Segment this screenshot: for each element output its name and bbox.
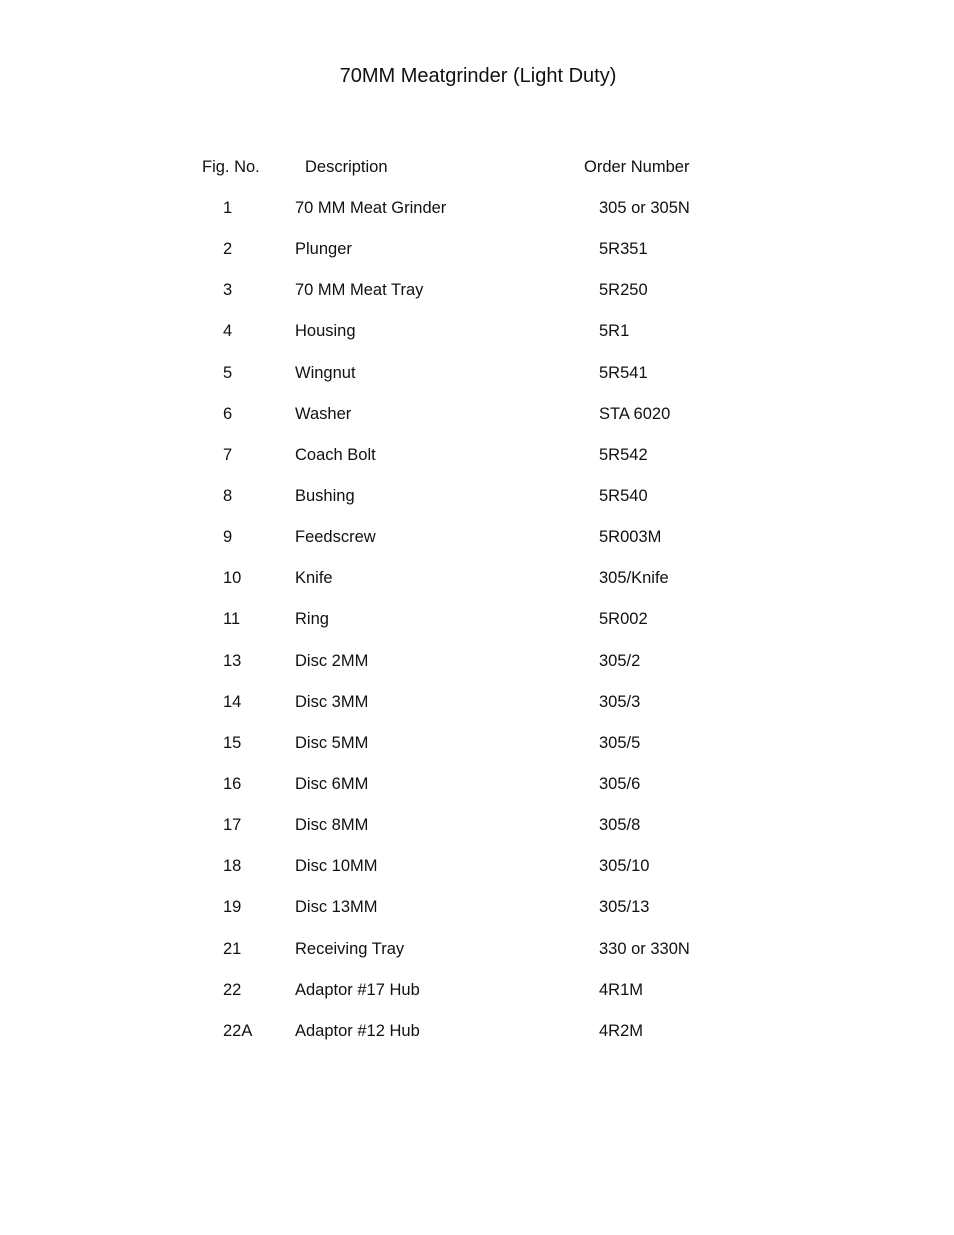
table-row: [0, 526, 954, 567]
table-row: [0, 855, 954, 896]
description-cell: Ring: [295, 610, 329, 629]
order-number-cell: 305 or 305N: [599, 199, 690, 217]
parts-table: [0, 197, 954, 1061]
order-number-cell: 5R250: [599, 281, 648, 300]
fig-no-cell: 9: [223, 528, 233, 547]
table-row: [0, 1020, 954, 1061]
order-number-cell: 305/10: [599, 857, 650, 876]
table-row: [0, 608, 954, 649]
description-cell: Coach Bolt: [295, 445, 376, 464]
table-row: [0, 238, 954, 279]
description-cell: Disc 6MM: [295, 774, 369, 793]
description-cell: Feedscrew: [295, 528, 376, 547]
description-cell: 70 MM Meat Grinder: [295, 199, 447, 217]
description-cell: Receiving Tray: [295, 939, 405, 958]
header-fig-no: Fig. No.: [202, 158, 260, 176]
order-number-cell: 305/3: [599, 692, 641, 711]
order-number-cell: 305/6: [599, 774, 641, 793]
header-order-number: Order Number: [584, 158, 690, 176]
description-cell: Disc 5MM: [295, 733, 369, 752]
table-row: [0, 485, 954, 526]
fig-no-cell: 17: [223, 816, 242, 835]
fig-no-cell: 6: [223, 404, 233, 423]
table-row: [0, 444, 954, 485]
order-number-cell: 5R542: [599, 445, 648, 464]
description-cell: Bushing: [295, 486, 355, 505]
order-number-cell: 330 or 330N: [599, 939, 690, 958]
description-cell: Disc 10MM: [295, 857, 378, 876]
table-header: [0, 156, 954, 178]
header-description: Description: [305, 158, 388, 176]
fig-no-cell: 15: [223, 733, 242, 752]
fig-no-cell: 2: [223, 240, 233, 259]
order-number-cell: 5R002: [599, 610, 648, 629]
description-cell: Disc 2MM: [295, 651, 369, 670]
order-number-cell: 4R1M: [599, 980, 644, 999]
document-title: 70MM Meatgrinder (Light Duty): [339, 65, 617, 87]
fig-no-cell: 22: [223, 980, 242, 999]
description-cell: Washer: [295, 404, 352, 423]
description-cell: Disc 3MM: [295, 692, 369, 711]
table-row: [0, 938, 954, 979]
table-row: [0, 403, 954, 444]
fig-no-cell: 10: [223, 569, 242, 588]
table-row: [0, 732, 954, 773]
description-cell: 70 MM Meat Tray: [295, 281, 424, 300]
description-cell: Adaptor #17 Hub: [295, 980, 420, 999]
description-cell: Wingnut: [295, 363, 356, 382]
order-number-cell: 305/2: [599, 651, 641, 670]
order-number-cell: 305/Knife: [599, 569, 669, 588]
order-number-cell: 5R1: [599, 322, 630, 341]
table-row: [0, 362, 954, 403]
fig-no-cell: 4: [223, 322, 233, 341]
fig-no-cell: 22A: [223, 1021, 253, 1040]
description-cell: Disc 13MM: [295, 898, 378, 917]
table-row: [0, 979, 954, 1020]
fig-no-cell: 8: [223, 486, 233, 505]
fig-no-cell: 14: [223, 692, 242, 711]
fig-no-cell: 5: [223, 363, 233, 382]
order-number-cell: 5R351: [599, 240, 648, 259]
fig-no-cell: 7: [223, 445, 233, 464]
table-row: [0, 896, 954, 937]
description-cell: Adaptor #12 Hub: [295, 1021, 420, 1040]
table-row: [0, 650, 954, 691]
table-row: [0, 773, 954, 814]
fig-no-cell: 1: [223, 199, 233, 217]
fig-no-cell: 16: [223, 774, 242, 793]
order-number-cell: 305/5: [599, 733, 641, 752]
fig-no-cell: 11: [223, 610, 241, 629]
table-row: [0, 814, 954, 855]
order-number-cell: 4R2M: [599, 1021, 644, 1040]
fig-no-cell: 18: [223, 857, 242, 876]
order-number-cell: 5R541: [599, 363, 648, 382]
order-number-cell: 5R540: [599, 486, 648, 505]
order-number-cell: STA 6020: [599, 404, 671, 423]
table-row: [0, 320, 954, 361]
table-row: [0, 567, 954, 608]
table-row: [0, 691, 954, 732]
fig-no-cell: 21: [223, 939, 242, 958]
table-row: [0, 279, 954, 320]
fig-no-cell: 13: [223, 651, 242, 670]
order-number-cell: 305/13: [599, 898, 650, 917]
description-cell: Knife: [295, 569, 333, 588]
fig-no-cell: 3: [223, 281, 233, 300]
description-cell: Disc 8MM: [295, 816, 369, 835]
table-row: [0, 197, 954, 238]
fig-no-cell: 19: [223, 898, 242, 917]
description-cell: Plunger: [295, 240, 352, 259]
description-cell: Housing: [295, 322, 356, 341]
order-number-cell: 5R003M: [599, 528, 662, 547]
order-number-cell: 305/8: [599, 816, 641, 835]
